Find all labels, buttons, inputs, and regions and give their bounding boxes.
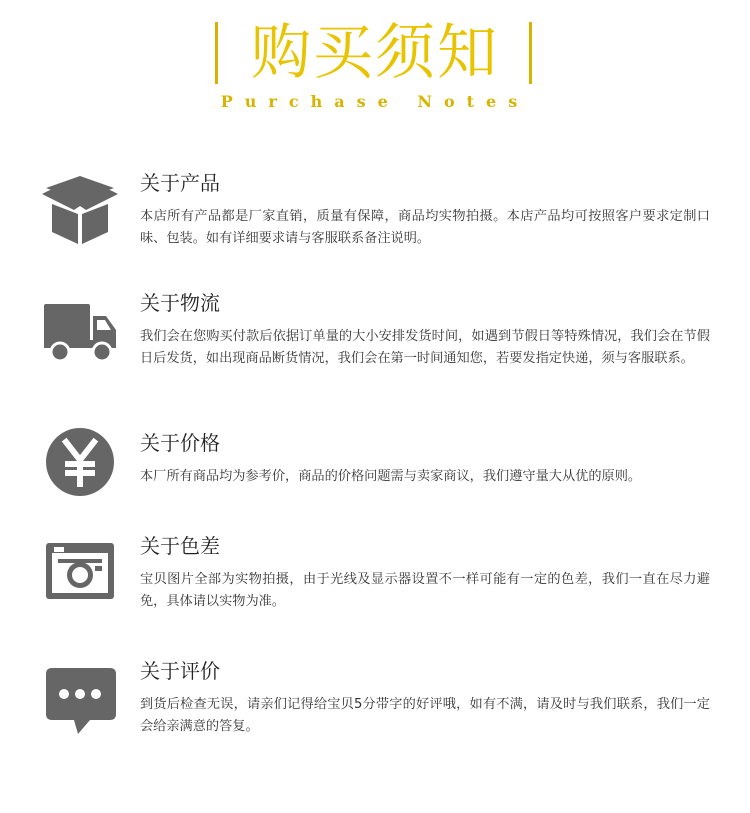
title-right-bar <box>529 22 532 84</box>
box-icon <box>40 170 120 250</box>
section-title: 关于价格 <box>140 431 220 455</box>
page-title: 购买须知 <box>251 18 499 88</box>
section-title: 关于色差 <box>140 534 220 558</box>
chat-bubble-icon <box>40 662 120 742</box>
page-subtitle: Purchase Notes <box>220 92 530 111</box>
camera-icon <box>40 533 120 613</box>
section-title: 关于物流 <box>140 291 220 315</box>
section-body: 宝贝图片全部为实物拍摄，由于光线及显示器设置不一样可能有一定的色差，我们一直在尽力避免，具体请以实物为准。 <box>140 572 710 609</box>
section-body: 本店所有产品都是厂家直销，质量有保障，商品均实物拍摄。本店产品均可按照客户要求定制口味、包装。如有详细要求请与客服联系备注说明。 <box>140 209 710 246</box>
yen-icon <box>40 422 120 502</box>
truck-icon <box>40 296 120 376</box>
section-title: 关于评价 <box>140 659 220 683</box>
header <box>0 0 750 130</box>
section-title: 关于产品 <box>140 171 220 195</box>
title-left-bar <box>215 22 218 84</box>
section-body: 本厂所有商品均为参考价，商品的价格问题需与卖家商议，我们遵守量大从优的原则。 <box>140 469 642 484</box>
section-body: 我们会在您购买付款后依据订单量的大小安排发货时间，如遇到节假日等特殊情况，我们会在节假日后发货，如出现商品断货情况，我们会在第一时间通知您，若要发指定快递，须与客服联系。 <box>140 329 710 366</box>
section-body: 到货后检查无误，请亲们记得给宝贝5分带字的好评哦，如有不满，请及时与我们联系，我们一定会给亲满意的答复。 <box>140 697 710 734</box>
